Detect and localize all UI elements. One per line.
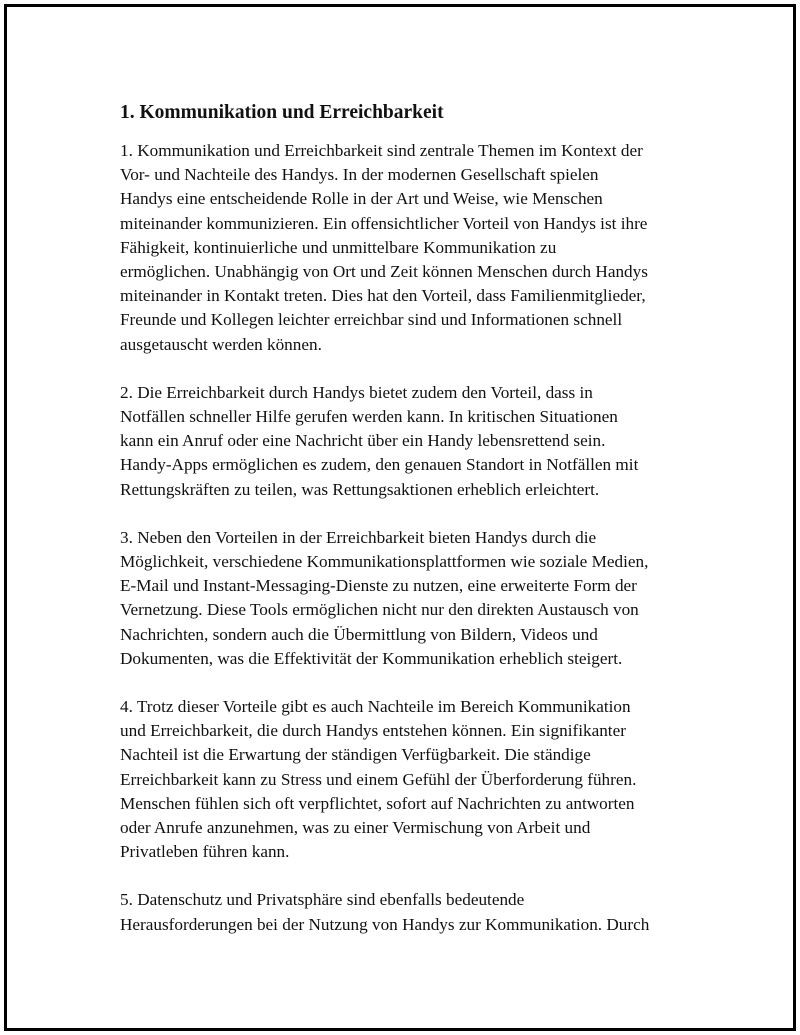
- paragraph-line: Privatleben führen kann.: [120, 842, 290, 862]
- paragraph-line: Vernetzung. Diese Tools ermöglichen nicht nur den direkten Austausch von: [120, 600, 639, 620]
- paragraph-line: Freunde und Kollegen leichter erreichbar sind und Informationen schnell: [120, 310, 623, 330]
- paragraph-line: ausgetauscht werden können.: [120, 334, 322, 354]
- paragraph-3: [120, 526, 700, 671]
- paragraph-line: Rettungskräften zu teilen, was Rettungsaktionen erheblich erleichtert.: [120, 479, 600, 499]
- paragraph-line: Menschen fühlen sich oft verpflichtet, sofort auf Nachrichten zu antworten: [120, 793, 635, 813]
- paragraph-line: oder Anrufe anzunehmen, was zu einer Vermischung von Arbeit und: [120, 818, 591, 838]
- paragraph-line: Dokumenten, was die Effektivität der Kommunikation erheblich steigert.: [120, 648, 623, 668]
- paragraph-line: 2. Die Erreichbarkeit durch Handys bietet zudem den Vorteil, dass in: [120, 382, 593, 402]
- paragraph-line: Notfällen schneller Hilfe gerufen werden kann. In kritischen Situationen: [120, 407, 618, 427]
- paragraph-1: [120, 139, 700, 357]
- paragraph-line: und Erreichbarkeit, die durch Handys entstehen können. Ein signifikanter: [120, 721, 626, 741]
- paragraph-line: Handys eine entscheidende Rolle in der Art und Weise, wie Menschen: [120, 189, 603, 209]
- paragraph-line: miteinander kommunizieren. Ein offensichtlicher Vorteil von Handys ist ihre: [120, 213, 648, 233]
- paragraph-line: Nachrichten, sondern auch die Übermittlung von Bildern, Videos und: [120, 624, 598, 644]
- paragraph-line: ermöglichen. Unabhängig von Ort und Zeit können Menschen durch Handys: [120, 262, 648, 282]
- paragraph-line: Möglichkeit, verschiedene Kommunikationsplattformen wie soziale Medien,: [120, 552, 649, 572]
- paragraph-line: Vor- und Nachteile des Handys. In der modernen Gesellschaft spielen: [120, 165, 599, 185]
- paragraph-line: Nachteil ist die Erwartung der ständigen Verfügbarkeit. Die ständige: [120, 745, 591, 765]
- page-frame: [4, 4, 796, 1031]
- document-body: [120, 99, 700, 961]
- paragraph-line: Erreichbarkeit kann zu Stress und einem Gefühl der Überforderung führen.: [120, 769, 637, 789]
- paragraph-list: [120, 139, 700, 937]
- paragraph-line: 5. Datenschutz und Privatsphäre sind ebenfalls bedeutende: [120, 890, 525, 910]
- section-heading: 1. Kommunikation und Erreichbarkeit: [120, 102, 444, 123]
- paragraph-4: [120, 695, 700, 864]
- paragraph-line: miteinander in Kontakt treten. Dies hat den Vorteil, dass Familienmitglieder,: [120, 286, 646, 306]
- paragraph-line: 4. Trotz dieser Vorteile gibt es auch Nachteile im Bereich Kommunikation: [120, 697, 631, 717]
- paragraph-line: Fähigkeit, kontinuierliche und unmittelbare Kommunikation zu: [120, 237, 557, 257]
- paragraph-line: kann ein Anruf oder eine Nachricht über ein Handy lebensrettend sein.: [120, 431, 606, 451]
- paragraph-line: E-Mail und Instant-Messaging-Dienste zu nutzen, eine erweiterte Form der: [120, 576, 637, 596]
- paragraph-line: Herausforderungen bei der Nutzung von Handys zur Kommunikation. Durch: [120, 914, 650, 934]
- paragraph-line: 1. Kommunikation und Erreichbarkeit sind zentrale Themen im Kontext der: [120, 141, 643, 160]
- paragraph-line: 3. Neben den Vorteilen in der Erreichbarkeit bieten Handys durch die: [120, 527, 597, 547]
- paragraph-line: Handy-Apps ermöglichen es zudem, den genauen Standort in Notfällen mit: [120, 455, 639, 475]
- paragraph-5: [120, 888, 700, 936]
- paragraph-2: [120, 381, 700, 502]
